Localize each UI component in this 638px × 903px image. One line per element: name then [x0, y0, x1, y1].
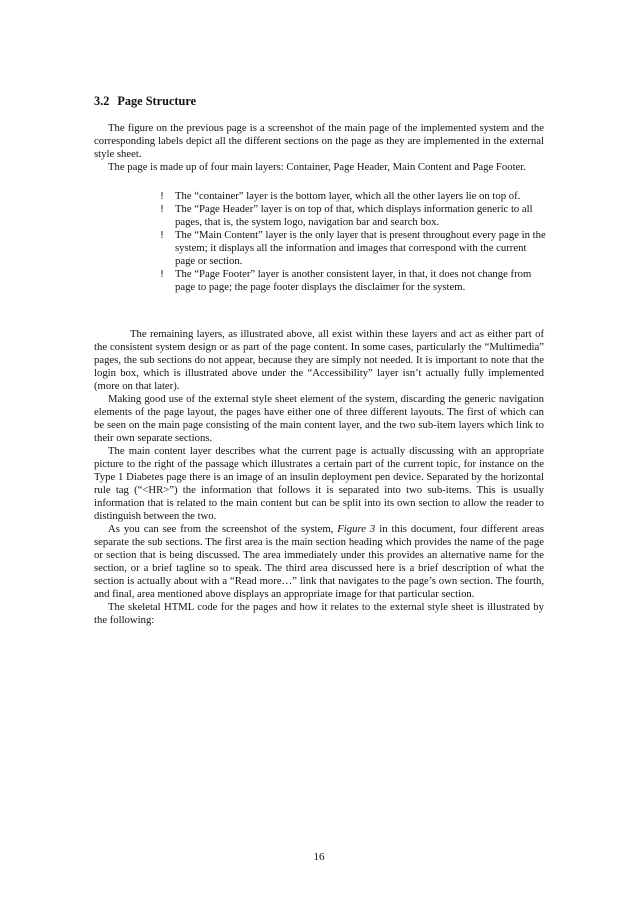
body-paragraph-3: The main content layer describes what the current page is actually discussing with an appropriate picture to the right of the passage which illustrates a certain part of the current topic, for instance on the Type 1 Diabetes page there is an image of an insulin deployment pen device. Separated by the horizontal rule tag (“<HR>”) the information that follows it is separated into two sub-items. This is usually information that is related to the main content but can be split into its own section to allow the reader to distinguish between the two. — [94, 445, 544, 522]
paragraph-4-rest: in this document, four different areas separate the sub sections. The first area is the main section heading which provides the name of the page or section that is being discussed. The area immediately under this provides an alternative name for the section, or a brief tagline so to speak. The third area discussed here is a brief description of what the section is actually about with a “Read more…” link that navigates to the page’s own section. The fourth, and final, area mentioned above displays an appropriate image for that particular section. — [94, 523, 544, 600]
exclamation-bullet-icon: ! — [159, 204, 164, 215]
layer-list — [156, 190, 546, 294]
intro-paragraph-2: The page is made up of four main layers: Container, Page Header, Main Content and Page Footer. — [108, 161, 526, 173]
list-item — [156, 203, 546, 229]
section-number: 3.2 — [94, 94, 110, 108]
list-item — [156, 190, 546, 203]
body-paragraph-5: The skeletal HTML code for the pages and how it relates to the external style sheet is illustrated by the following: — [94, 601, 544, 626]
figure-reference: Figure 3 — [337, 523, 376, 535]
paragraph-4-start: As you can see from the screenshot of the system, — [108, 523, 338, 535]
intro-block — [94, 122, 544, 174]
exclamation-bullet-icon: ! — [159, 269, 164, 280]
section-heading — [94, 95, 196, 108]
body-block — [94, 328, 544, 627]
intro-paragraph-1: The figure on the previous page is a screenshot of the main page of the implemented system and the corresponding labels depict all the different sections on the page as they are implemented in the external style sheet. — [94, 122, 544, 160]
body-paragraph-2: Making good use of the external style sheet element of the system, discarding the generic navigation elements of the page layout, the pages have either one of three different layouts. The first of which can be seen on the main page consisting of the main content layer, and the two sub-item layers which link to their own separate sections. — [94, 393, 544, 444]
layer-description: The “container” layer is the bottom layer, which all the other layers lie on top of. — [175, 190, 521, 202]
list-item — [156, 229, 546, 268]
body-paragraph-1: The remaining layers, as illustrated above, all exist within these layers and act as either part of the consistent system design or as part of the page content. In some cases, particularly the “Multimedia” pages, the sub sections do not appear, because they are simply not needed. It is important to note that the login box, which is illustrated above under the “Accessibility” layer isn’t actually fully implemented (more on that later). — [94, 328, 544, 392]
body-paragraph-4 — [94, 523, 544, 601]
exclamation-bullet-icon: ! — [159, 230, 164, 241]
list-item — [156, 268, 546, 294]
section-title: Page Structure — [117, 94, 197, 108]
exclamation-bullet-icon: ! — [159, 191, 164, 202]
layer-description: The “Main Content” layer is the only layer that is present throughout every page in the system; it displays all the information and images that correspond with the current page or section. — [175, 229, 546, 267]
layer-description: The “Page Header” layer is on top of that, which displays information generic to all pages, that is, the system logo, navigation bar and search box. — [175, 203, 533, 228]
layer-description: The “Page Footer” layer is another consistent layer, in that, it does not change from page to page; the page footer displays the disclaimer for the system. — [175, 268, 532, 293]
page-number: 16 — [313, 851, 325, 863]
